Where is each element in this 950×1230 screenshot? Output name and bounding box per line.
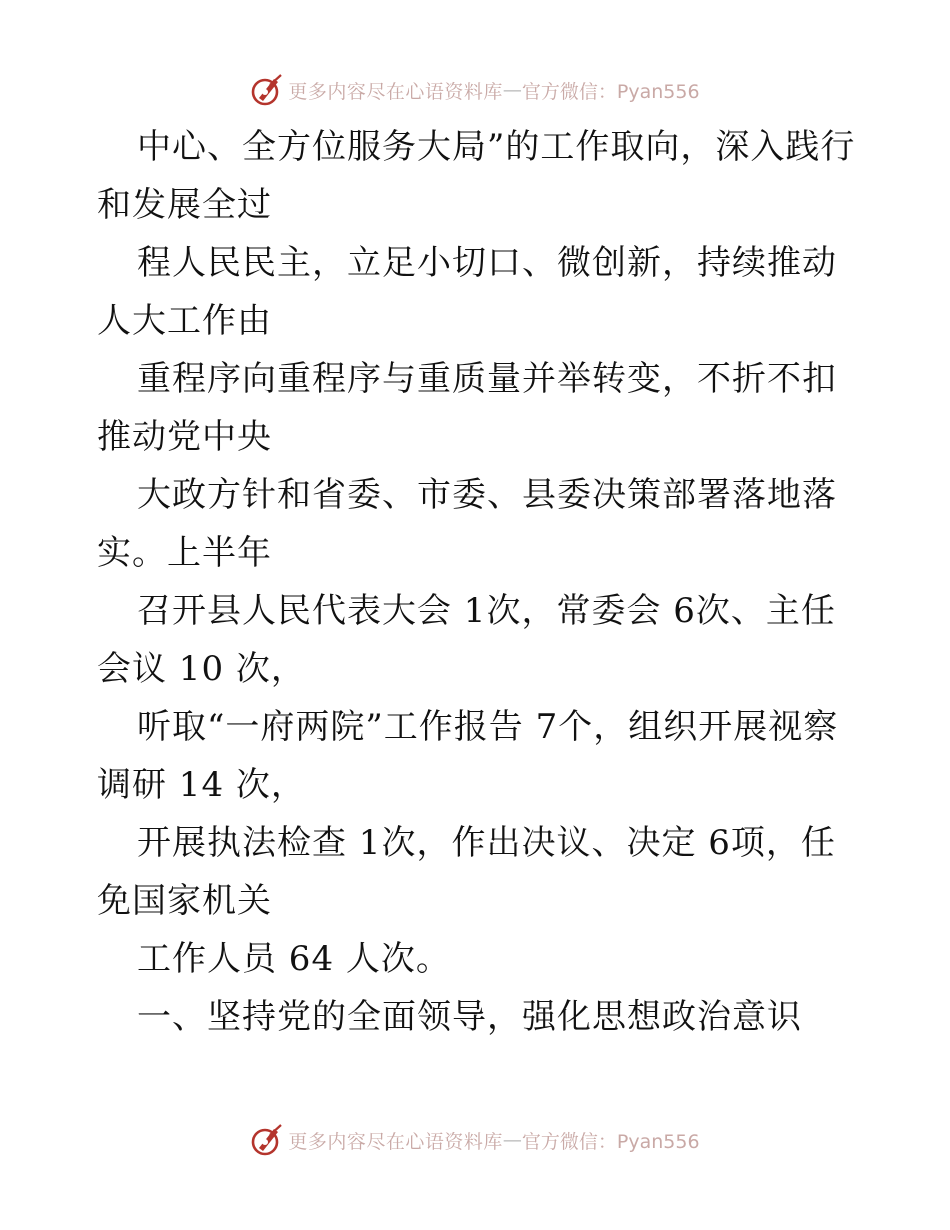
paragraph: 召开县人民代表大会 1次，常委会 6次、主任会议 10 次， xyxy=(97,591,836,689)
paragraph: 重程序向重程序与重质量并举转变，不折不扣推动党中央 xyxy=(97,359,837,457)
paragraph: 中心、全方位服务大局”的工作取向，深入践行和发展全过 xyxy=(97,127,856,225)
paragraph: 开展执法检查 1次，作出决议、决定 6项，任免国家机关 xyxy=(97,823,836,921)
watermark-separator: — xyxy=(502,79,522,101)
watermark-text: 更多内容尽在心语资料库 xyxy=(288,80,503,103)
watermark-contact: 官方微信：Pyan556 xyxy=(521,80,700,103)
quill-pen-logo-icon xyxy=(250,73,284,107)
paragraph: 工作人员 64 人次。 xyxy=(137,939,451,979)
watermark-text: 更多内容尽在心语资料库 xyxy=(288,1130,503,1153)
watermark-separator: — xyxy=(502,1129,522,1151)
header-watermark xyxy=(0,70,950,110)
quill-pen-logo-icon xyxy=(250,1123,284,1157)
document-body xyxy=(97,118,867,1046)
paragraph: 程人民民主，立足小切口、微创新，持续推动人大工作由 xyxy=(97,243,837,341)
footer-watermark xyxy=(0,1120,950,1160)
paragraph: 大政方针和省委、市委、县委决策部署落地落实。上半年 xyxy=(97,475,837,573)
section-heading: 一、坚持党的全面领导，强化思想政治意识 xyxy=(137,997,802,1037)
paragraph: 听取“一府两院”工作报告 7个，组织开展视察调研 14 次， xyxy=(97,707,839,805)
watermark-contact: 官方微信：Pyan556 xyxy=(521,1130,700,1153)
